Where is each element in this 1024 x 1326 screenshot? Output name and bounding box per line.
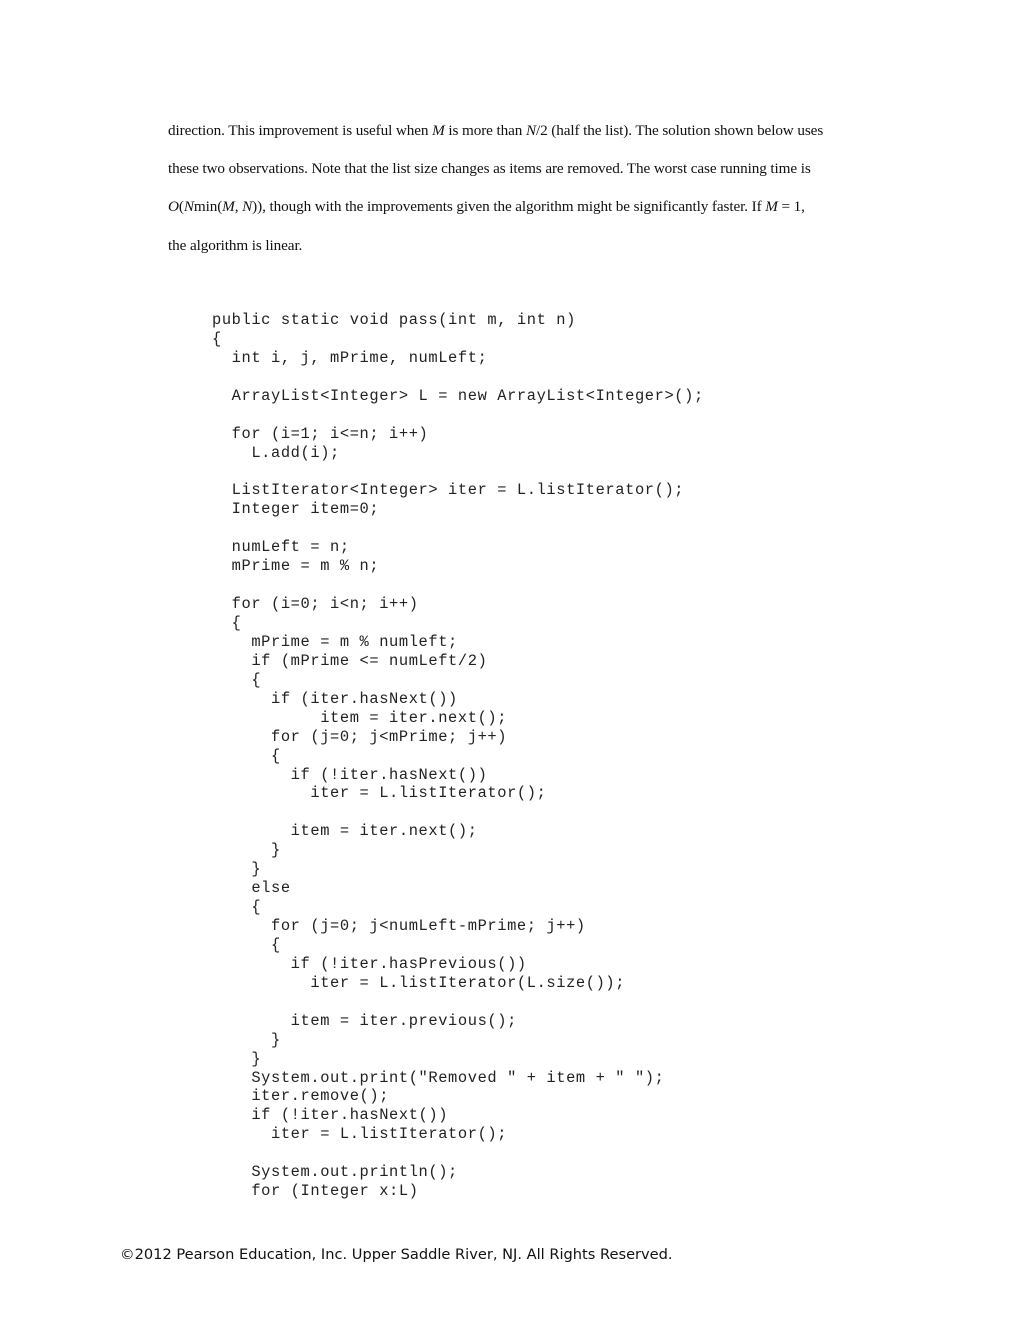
code-line: { — [212, 935, 281, 954]
math-variable: N — [183, 198, 194, 216]
paragraph-text: these two observations. Note that the list size changes as items are removed. The worst case running time is — [168, 160, 811, 178]
code-line: numLeft = n; — [212, 538, 350, 557]
code-line: } — [212, 860, 262, 879]
code-line: iter.remove(); — [212, 1087, 390, 1106]
code-line: for (i=1; i<=n; i++) — [212, 424, 429, 443]
paragraph-text: is more than — [444, 122, 526, 139]
math-variable: N — [242, 198, 253, 216]
code-line: item = iter.previous(); — [212, 1011, 517, 1030]
code-line: public static void pass(int m, int n) — [212, 311, 576, 329]
paragraph-text: /2 (half the list). The solution shown below uses — [535, 122, 824, 139]
code-listing — [212, 311, 704, 1201]
paragraph-text: direction. This improvement is useful when — [168, 122, 433, 139]
code-line: if (!iter.hasNext()) — [212, 765, 488, 784]
math-variable: M — [222, 198, 235, 216]
math-variable: N — [525, 122, 536, 139]
paragraph-text: = 1, — [777, 198, 805, 216]
code-line — [212, 1144, 704, 1163]
code-line: System.out.print("Removed " + item + " "); — [212, 1068, 665, 1087]
code-line: ListIterator<Integer> iter = L.listIterator(); — [212, 481, 685, 500]
code-line — [212, 576, 704, 595]
paragraph-text: the algorithm is linear. — [168, 236, 303, 254]
paragraph-text: ( — [178, 198, 184, 216]
paragraph-line — [168, 227, 908, 265]
code-line: for (j=0; j<mPrime; j++) — [212, 727, 508, 746]
code-line: else — [212, 879, 291, 898]
code-line: Integer item=0; — [212, 500, 380, 519]
code-line: for (i=0; i<n; i++) — [212, 595, 419, 614]
code-line — [212, 463, 704, 482]
paragraph-text: )), though with the improvements given the algorithm might be significantly faster. If — [252, 198, 766, 216]
code-line — [212, 519, 704, 538]
code-line: item = iter.next(); — [212, 708, 508, 727]
code-line: iter = L.listIterator(); — [212, 784, 547, 803]
code-line: L.add(i); — [212, 443, 340, 462]
math-variable: M — [432, 122, 445, 139]
code-line: ArrayList<Integer> L = new ArrayList<Integer>(); — [212, 386, 704, 405]
code-line: } — [212, 1030, 281, 1049]
code-line — [212, 406, 704, 425]
paragraph-line — [168, 112, 908, 150]
code-line: { — [212, 670, 262, 689]
code-line: { — [212, 898, 262, 917]
code-line: iter = L.listIterator(L.size()); — [212, 973, 626, 992]
code-line: for (Integer x:L) — [212, 1182, 419, 1201]
math-variable: O — [168, 198, 179, 216]
code-line — [212, 993, 704, 1012]
paragraph-text: min( — [193, 198, 223, 216]
paragraph-text: , — [234, 198, 243, 216]
code-line: { — [212, 614, 242, 632]
code-line: mPrime = m % numleft; — [212, 632, 458, 651]
code-line: item = iter.next(); — [212, 822, 478, 841]
code-line: System.out.println(); — [212, 1163, 458, 1182]
code-line: } — [212, 841, 281, 860]
code-line: if (iter.hasNext()) — [212, 689, 458, 708]
code-line: if (!iter.hasNext()) — [212, 1106, 449, 1125]
paragraph-line — [168, 150, 908, 188]
code-line: { — [212, 329, 222, 348]
math-variable: M — [765, 198, 778, 216]
paragraph-line — [168, 188, 908, 226]
copyright-footer: ©2012 Pearson Education, Inc. Upper Saddle River, NJ. All Rights Reserved. — [120, 1246, 673, 1263]
code-line: iter = L.listIterator(); — [212, 1125, 508, 1144]
code-line — [212, 803, 704, 822]
code-line: if (mPrime <= numLeft/2) — [212, 651, 488, 670]
code-line: if (!iter.hasPrevious()) — [212, 954, 527, 973]
explanation-paragraph — [168, 112, 908, 265]
code-line — [212, 368, 704, 387]
code-line: int i, j, mPrime, numLeft; — [212, 348, 488, 367]
code-line: mPrime = m % n; — [212, 557, 380, 576]
code-line: for (j=0; j<numLeft-mPrime; j++) — [212, 917, 586, 935]
code-line: { — [212, 746, 281, 765]
code-line: } — [212, 1049, 262, 1068]
